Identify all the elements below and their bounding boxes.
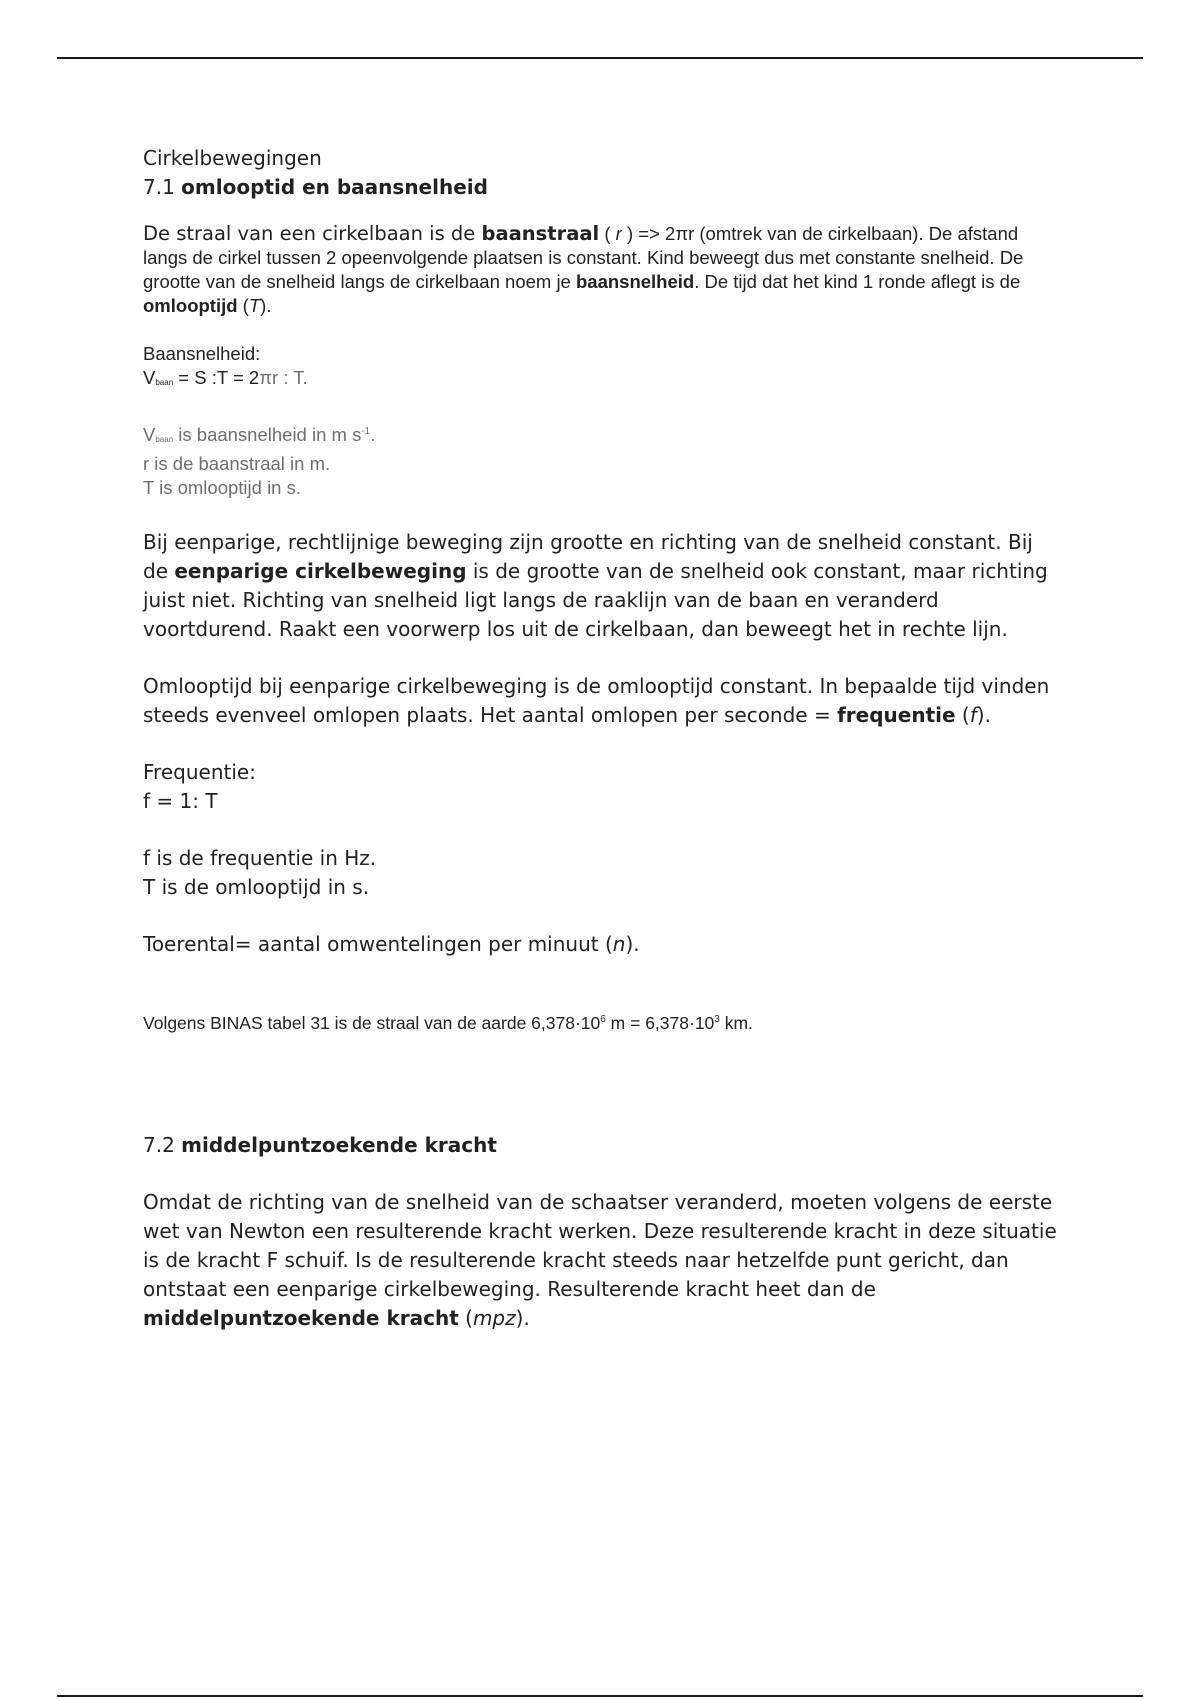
document-page [143,144,1063,1333]
document-title: Cirkelbewegingen [143,146,322,170]
toerental-line: Toerental= aantal omwentelingen per minuut (n). [143,932,640,956]
definition-t: T is omlooptijd in s. [143,477,301,498]
frequentie-formula: f = 1: T [143,789,218,813]
baansnelheid-definitions [143,423,1063,500]
frequentie-label: Frequentie: [143,760,256,784]
frequentie-paragraph: Omlooptijd bij eenparige cirkelbeweging is de omlooptijd constant. In bepaalde tijd vinden steeds evenveel omlopen plaats. Het aantal omlopen per seconde = frequentie (f). [143,674,1050,727]
section-heading-7-1: 7.1 omlooptid en baansnelheid [143,175,488,199]
footer-rule [57,1695,1143,1697]
frequentie-definition: f is de frequentie in Hz. [143,846,377,870]
middelpunt-paragraph: Omdat de richting van de snelheid van de schaatser veranderd, moeten volgens de eerste wet van Newton een resulterende kracht werken. Deze resulterende kracht in deze situatie is de kracht F schuif. Is de resulterende kracht steeds naar hetzelfde punt gericht, dan ontstaat een eenparige cirkelbeweging. Resulterende kracht heet dan de middelpuntzoekende kracht (mpz). [143,1190,1057,1330]
section-heading-7-2: 7.2 middelpuntzoekende kracht [143,1133,497,1157]
intro-paragraph: De straal van een cirkelbaan is de baanstraal ( r ) => 2πr (omtrek van de cirkelbaan). De afstand langs de cirkel tussen 2 opeenvolgende plaatsen is constant. Kind beweegt dus met constante snelheid. De grootte van de snelheid langs de cirkelbaan noem je baansnelheid. De tijd dat het kind 1 ronde aflegt is de omlooptijd (T). [143,222,1024,316]
baansnelheid-formula: $V_{baan} = S$ :T = 2πr : T. [143,367,308,388]
binas-note: Volgens BINAS tabel 31 is de straal van de aarde $6,378\cdot 10^6$ $m = 6,378\cdot 10^3$ km. [143,1013,753,1033]
definition-r: r is de baanstraal in m. [143,453,331,474]
omlooptijd-definition: T is de omlooptijd in s. [143,875,370,899]
baansnelheid-label: Baansnelheid: [143,343,261,364]
header-rule [57,57,1143,59]
definition-vbaan: $V_{baan}$ is baansnelheid in m $s^{-1}$. [143,424,376,445]
cirkelbeweging-paragraph: Bij eenparige, rechtlijnige beweging zijn grootte en richting van de snelheid constant. Bij de eenparige cirkelbeweging is de grootte van de snelheid ook constant, maar richting juist niet. Richting van snelheid ligt langs de raaklijn van de baan en veranderd voortdurend. Raakt een voorwerp los uit de cirkelbaan, dan beweegt het in rechte lijn. [143,530,1048,641]
